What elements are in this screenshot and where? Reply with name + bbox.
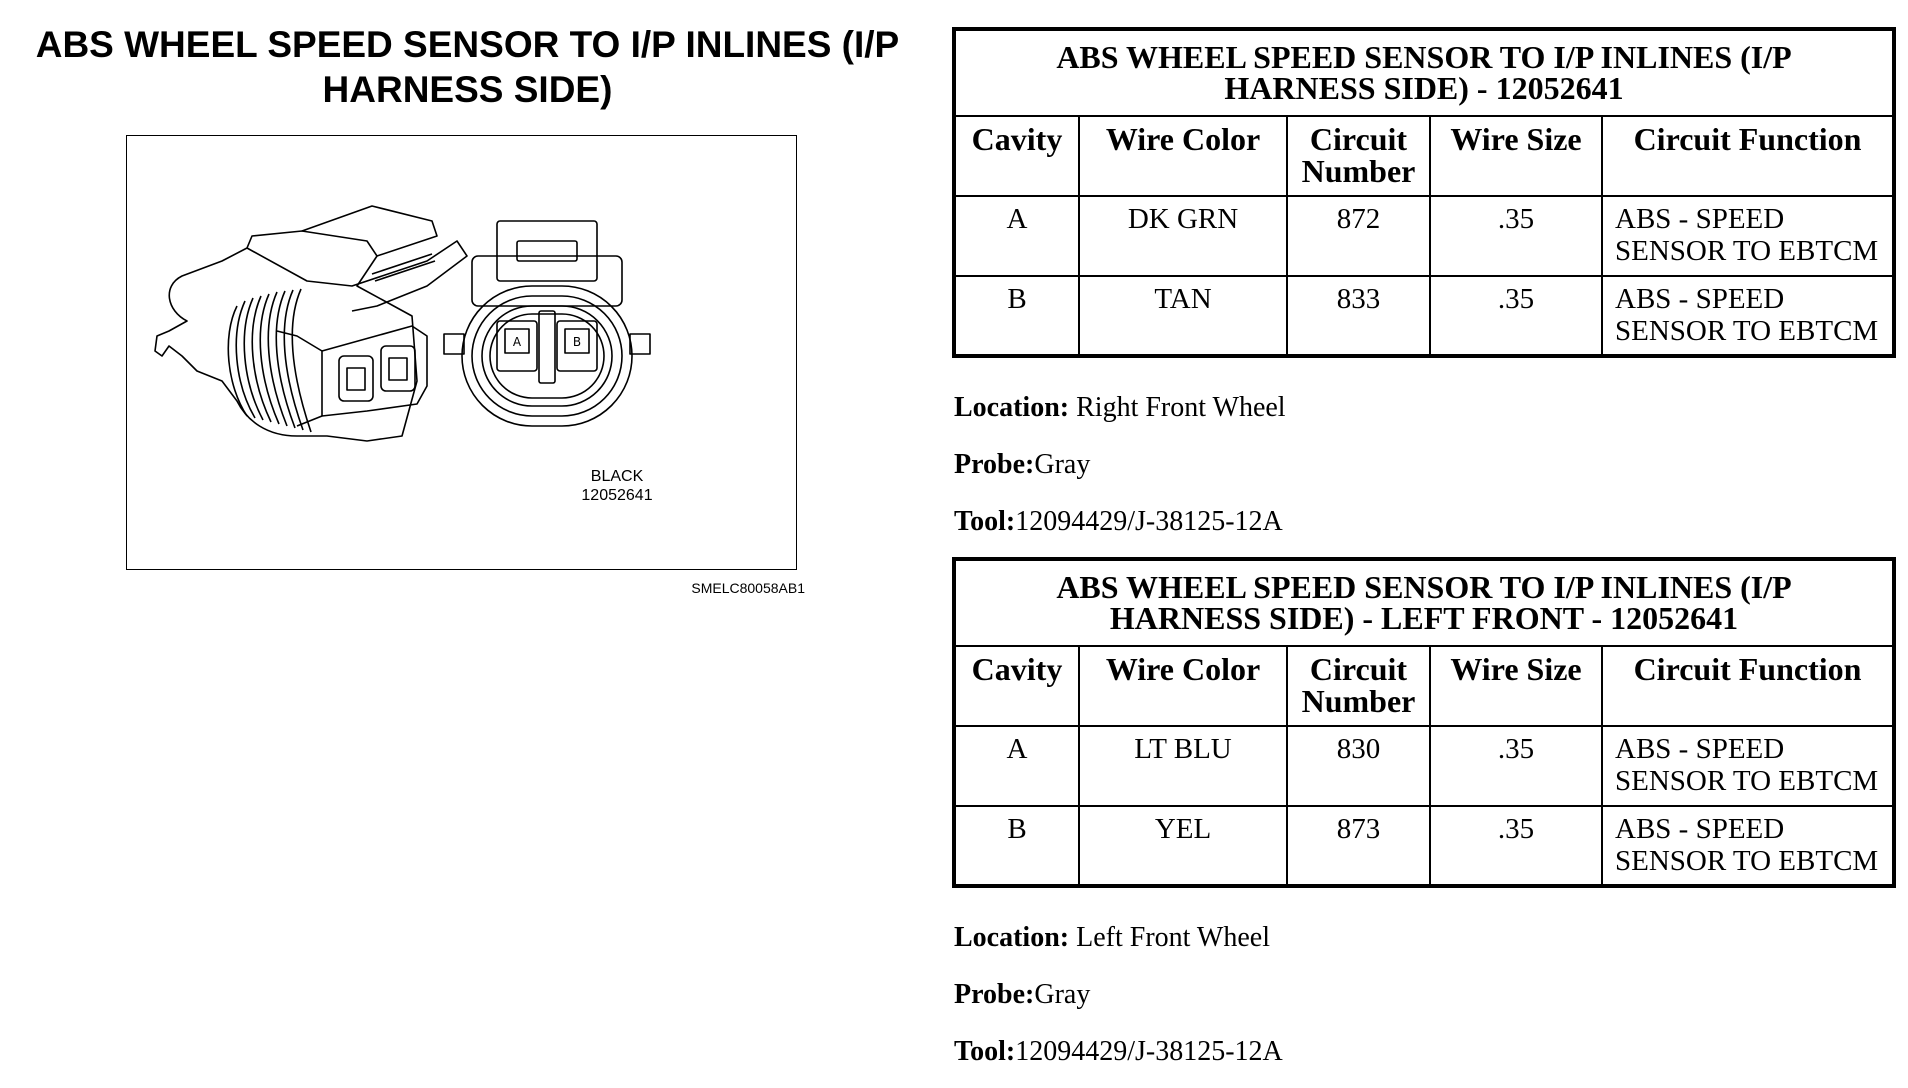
tool-value: 12094429/J-38125-12A xyxy=(1015,506,1283,537)
cell-wire-size: .35 xyxy=(1430,276,1602,356)
cell-wire-size: .35 xyxy=(1430,196,1602,276)
header-circuit-number: Circuit Number xyxy=(1287,116,1430,196)
probe-label: Probe: xyxy=(954,979,1035,1010)
cell-circuit-function: ABS - SPEED SENSOR TO EBTCM xyxy=(1602,276,1894,356)
header-cavity: Cavity xyxy=(954,116,1079,196)
cell-circuit-number: 833 xyxy=(1287,276,1430,356)
cell-wire-color: DK GRN xyxy=(1079,196,1287,276)
tool-line-right-front xyxy=(954,506,1283,538)
header-circuit-function: Circuit Function xyxy=(1602,646,1894,726)
table-row xyxy=(954,196,1894,276)
probe-line-left-front xyxy=(954,979,1090,1011)
table-row xyxy=(954,726,1894,806)
location-label: Location: xyxy=(954,922,1070,953)
cell-wire-color: TAN xyxy=(1079,276,1287,356)
front-outer-shell xyxy=(462,286,632,426)
location-label: Location: xyxy=(954,392,1070,423)
location-value: Right Front Wheel xyxy=(1076,392,1286,423)
location-line-left-front xyxy=(954,922,1270,954)
connector-table-right-front xyxy=(952,27,1896,358)
cell-circuit-function: ABS - SPEED SENSOR TO EBTCM xyxy=(1602,196,1894,276)
tool-label: Tool: xyxy=(954,506,1016,537)
cell-wire-size: .35 xyxy=(1430,726,1602,806)
cell-circuit-number: 873 xyxy=(1287,806,1430,886)
cavity-a-label: A xyxy=(512,335,522,349)
connector-part-label: 12052641 xyxy=(581,487,653,504)
header-circuit-function: Circuit Function xyxy=(1602,116,1894,196)
cell-cavity: B xyxy=(954,276,1079,356)
table-row xyxy=(954,276,1894,356)
tool-value: 12094429/J-38125-12A xyxy=(1015,1036,1283,1067)
cell-wire-size: .35 xyxy=(1430,806,1602,886)
cell-circuit-function: ABS - SPEED SENSOR TO EBTCM xyxy=(1602,726,1894,806)
probe-value: Gray xyxy=(1034,449,1091,480)
page-title: ABS WHEEL SPEED SENSOR TO I/P INLINES (I/P HARNESS SIDE) xyxy=(35,24,900,110)
table-row xyxy=(954,806,1894,886)
probe-value: Gray xyxy=(1034,979,1091,1010)
cell-cavity: A xyxy=(954,726,1079,806)
location-value: Left Front Wheel xyxy=(1076,922,1270,953)
table-title: ABS WHEEL SPEED SENSOR TO I/P INLINES (I/P HARNESS SIDE) - LEFT FRONT - 12052641 xyxy=(954,559,1894,646)
cell-wire-color: LT BLU xyxy=(1079,726,1287,806)
figure-code: SMELC80058AB1 xyxy=(691,580,805,596)
cell-circuit-function: ABS - SPEED SENSOR TO EBTCM xyxy=(1602,806,1894,886)
location-line-right-front xyxy=(954,392,1286,424)
connector-table-left-front xyxy=(952,557,1896,888)
header-cavity: Cavity xyxy=(954,646,1079,726)
cell-wire-color: YEL xyxy=(1079,806,1287,886)
tool-line-left-front xyxy=(954,1036,1283,1068)
cell-circuit-number: 830 xyxy=(1287,726,1430,806)
cell-cavity: A xyxy=(954,196,1079,276)
header-wire-color: Wire Color xyxy=(1079,116,1287,196)
cavity-b-label: B xyxy=(572,335,582,349)
cell-circuit-number: 872 xyxy=(1287,196,1430,276)
cell-cavity: B xyxy=(954,806,1079,886)
probe-label: Probe: xyxy=(954,449,1035,480)
connector-color-label: BLACK xyxy=(590,468,644,485)
header-wire-size: Wire Size xyxy=(1430,646,1602,726)
header-wire-color: Wire Color xyxy=(1079,646,1287,726)
table-title: ABS WHEEL SPEED SENSOR TO I/P INLINES (I/P HARNESS SIDE) - 12052641 xyxy=(954,29,1894,116)
front-latch xyxy=(497,221,597,281)
probe-line-right-front xyxy=(954,449,1090,481)
tool-label: Tool: xyxy=(954,1036,1016,1067)
header-wire-size: Wire Size xyxy=(1430,116,1602,196)
connector-figure xyxy=(126,135,797,570)
header-circuit-number: Circuit Number xyxy=(1287,646,1430,726)
connector-drawing xyxy=(127,136,798,571)
